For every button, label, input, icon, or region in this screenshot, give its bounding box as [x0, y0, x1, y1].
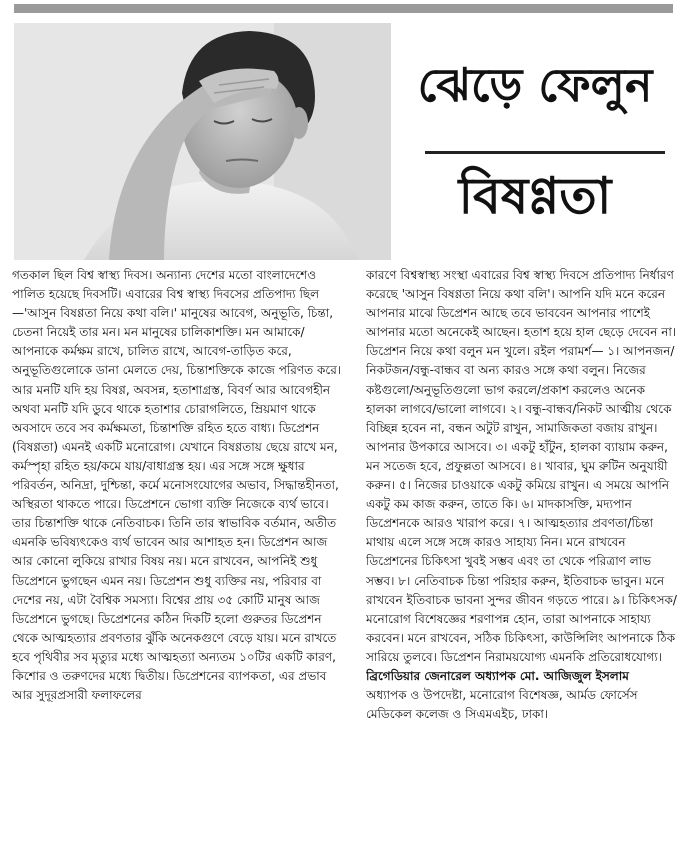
photo-illustration [14, 23, 391, 260]
article-photo-man-holding-head [14, 23, 391, 260]
headline-divider [425, 151, 665, 154]
article-text-left: গতকাল ছিল বিশ্ব স্বাস্থ্য দিবস। অন্যান্য দেশের মতো বাংলাদেশেও পালিত হয়েছে দিবসটি। এবারের বিশ্ব স্বাস্থ্য দিবসের প্রতিপাদ্য ছিল —'আসুন বিষণ্ণতা নিয়ে কথা বলি।' মানুষের আবেগ, অনুভূতি, চিন্তা, চেতনা নিয়েই তার মন। মন মানুষের চালিকাশক্তি। মন আমাকে/আপনাকে কর্মক্ষম রাখে, চালিত রাখে, আবেগ-তাড়িত করে, অনুভূতিগুলোকে ডানা মেলতে দেয়, চিন্তাশক্তিকে কাজে পরিণত করে। আর মনটি যদি হয় বিষণ্ণ, অবসন্ন, হতাশাগ্রস্ত, বিবর্ণ আর আবেগহীন অথবা মনটি যদি ডুবে থাকে হতাশার চোরাগলিতে, ম্রিয়মাণ থাকে অবসাদে তবে সব কর্মক্ষমতা, চিন্তাশক্তি রহিত হতে বাধ্য। ডিপ্রেশন (বিষণ্ণতা) এমনই একটি মনোরোগ। যেখানে বিষণ্ণতায় ছেয়ে রাখে মন, কর্মস্পৃহা রহিত হয়/কমে যায়/বাধাগ্রস্ত হয়। এর সঙ্গে সঙ্গে ক্ষুধার পরিবর্তন, অনিদ্রা, দুশ্চিন্তা, কর্মে মনোসংযোগের অভাব, সিদ্ধান্তহীনতা, অস্থিরতা থাকতে পারে। ডিপ্রেশনে ভোগা ব্যক্তি নিজেকে ব্যর্থ ভাবে। তার চিন্তাশক্তি থাকে নেতিবাচক। তিনি তার স্বাভাবিক বর্তমান, অতীত এমনকি ভবিষ্যৎকেও ব্যর্থ ভাবেন আর আশাহত হন। ডিপ্রেশন আজ আর কোনো লুকিয়ে রাখার বিষয় নয়। মনে রাখবেন, আপনিই শুধু ডিপ্রেশনে ভুগছেন এমন নয়। ডিপ্রেশন শুধু ব্যক্তির নয়, পরিবার বা দেশের নয়, এটা বৈশ্বিক সমস্যা। বিশ্বের প্রায় ৩৫ কোটি মানুষ আজ ডিপ্রেশনে ভুগছে। ডিপ্রেশনের কঠিন দিকটি হলো গুরুতর ডিপ্রেশন থেকে আত্মহত্যার প্রবণতার ঝুঁকি অনেকগুণে বেড়ে যায়। মনে রাখতে হবে পৃথিবীর সব মৃত্যুর মধ্যে আত্মহত্যা অন্যতম ১০টির একটি কারণ, কিশোর ও তরুণদের মধ্যে দ্বিতীয়। ডিপ্রেশনের ব্যাপকতা, এর প্রভাব আর সুদূরপ্রসারী ফলাফলের [12, 268, 342, 703]
headline-line-1: ঝেড়ে ফেলুন [417, 58, 653, 112]
article-column-right [366, 266, 678, 851]
author-affiliation: অধ্যাপক ও উপদেষ্টা, মনোরোগ বিশেষজ্ঞ, আর্মড ফোর্সেস মেডিকেল কলেজ ও সিএমএইচ, ঢাকা। [366, 688, 638, 722]
article-column-left [12, 266, 350, 851]
headline-line-2: বিষণ্ণতা [458, 166, 612, 225]
top-divider-bar [14, 4, 673, 13]
author-name: ব্রিগেডিয়ার জেনারেল অধ্যাপক মো. আজিজুল ইসলাম [366, 668, 629, 683]
article-text-right: কারণে বিশ্বস্বাস্থ্য সংস্থা এবারের বিশ্ব স্বাস্থ্য দিবসে প্রতিপাদ্য নির্ধারণ করেছে 'আসুন বিষণ্ণতা নিয়ে কথা বলি'। আপনি যদি মনে করেন আপনার মাঝে ডিপ্রেশন আছে তবে ভাববেন আপনার পাশেই আপনার মতো অনেকেই আছেন। হতাশ হয়ে হাল ছেড়ে দেবেন না। ডিপ্রেশন নিয়ে কথা বলুন মন খুলে। রইল পরামর্শ— ১। আপনজন/নিকটজন/বন্ধু-বান্ধব বা অন্য কারও সঙ্গে কথা বলুন। নিজের কষ্টগুলো/অনুভূতিগুলো ভাগ করলে/প্রকাশ করলেও অনেক হালকা লাগবে/ভালো লাগবে। ২। বন্ধু-বান্ধব/নিকট আত্মীয় থেকে বিচ্ছিন্ন হবেন না, বন্ধন অটুট রাখুন, সামাজিকতা বজায় রাখুন। আপনার উপকারে আসবে। ৩। একটু হাঁটুন, হালকা ব্যায়াম করুন, মন সতেজ হবে, প্রফুল্লতা আসবে। ৪। খাবার, ঘুম রুটিন অনুযায়ী করুন। ৫। নিজের চাওয়াকে একটু কমিয়ে রাখুন। এ সময়ে আপনি একটু কম কাজ করুন, তাতে কি। ৬। মাদকাসক্তি, মদ্যপান ডিপ্রেশনকে আরও খারাপ করে। ৭। আত্মহত্যার প্রবণতা/চিন্তা মাথায় এলে সঙ্গে সঙ্গে কারও সাহায্য নিন। মনে রাখবেন ডিপ্রেশনের চিকিৎসা খুবই সম্ভব এবং তা থেকে পরিত্রাণ লাভ সম্ভব। ৮। নেতিবাচক চিন্তা পরিহার করুন, ইতিবাচক ভাবুন। মনে রাখবেন ইতিবাচক ভাবনা সুন্দর জীবন গড়তে পারে। ৯। চিকিৎসক/ মনোরোগ বিশেষজ্ঞের শরণাপন্ন হোন, তারা আপনাকে সাহায্য করবেন। মনে রাখবেন, সঠিক চিকিৎসা, কাউন্সিলিং আপনাকে ঠিক সারিয়ে তুলবে। ডিপ্রেশন নিরাময়যোগ্য এমনকি প্রতিরোধযোগ্য। [366, 268, 677, 664]
